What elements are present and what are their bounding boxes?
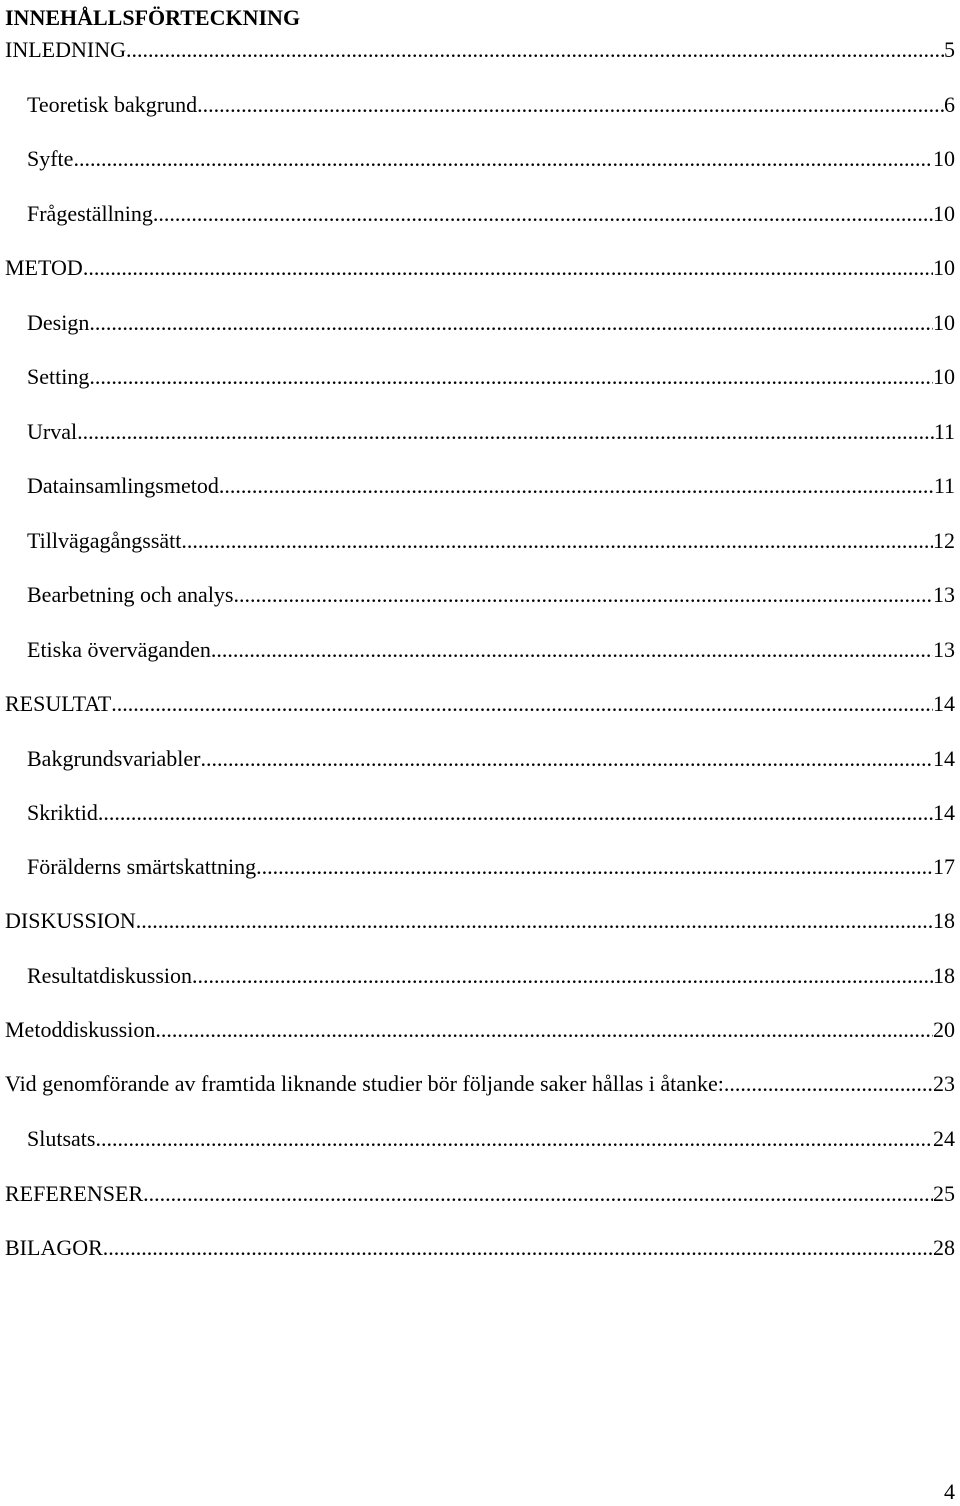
- toc-title: INNEHÅLLSFÖRTECKNING: [5, 5, 301, 30]
- toc-entry-label: Design: [27, 310, 90, 335]
- toc-entry-label: Vid genomförande av framtida liknande studier bör följande saker hållas i åtanke:: [5, 1071, 724, 1096]
- toc-entry-page: 23: [933, 1071, 955, 1096]
- toc-entry-page: 10: [933, 255, 955, 280]
- toc-entry-framtida-studier[interactable]: [5, 1070, 955, 1098]
- toc-entry-label: Teoretisk bakgrund: [27, 92, 198, 117]
- toc-entry-bilagor[interactable]: [5, 1234, 955, 1262]
- toc-entry-label: Etiska överväganden: [27, 637, 211, 662]
- toc-entry-tillvagagangssatt[interactable]: [27, 527, 955, 555]
- toc-entry-fragestallning[interactable]: [27, 200, 955, 228]
- toc-entry-datainsamlingsmetod[interactable]: [27, 472, 955, 500]
- toc-entry-label: Förälderns smärtskattning: [27, 854, 257, 879]
- toc-entry-diskussion[interactable]: [5, 907, 955, 935]
- toc-entry-label: METOD: [5, 255, 83, 280]
- toc-entry-page: 13: [933, 637, 955, 662]
- toc-dot-leader: [126, 36, 944, 64]
- toc-dot-leader: [181, 527, 933, 555]
- toc-entry-label: RESULTAT: [5, 691, 112, 716]
- toc-entry-label: BILAGOR: [5, 1235, 103, 1260]
- toc-entry-label: Setting: [27, 364, 90, 389]
- toc-entry-page: 12: [933, 528, 955, 553]
- toc-entry-urval[interactable]: [27, 418, 955, 446]
- toc-entry-bearbetning-och-analys[interactable]: [27, 581, 955, 609]
- toc-entry-label: Frågeställning: [27, 201, 153, 226]
- toc-entry-design[interactable]: [27, 309, 955, 337]
- toc-dot-leader: [89, 309, 933, 337]
- toc-entry-label: Bearbetning och analys: [27, 582, 234, 607]
- toc-entry-metod[interactable]: [5, 254, 955, 282]
- toc-entry-label: Datainsamlingsmetod: [27, 473, 219, 498]
- toc-entry-inledning[interactable]: [5, 36, 955, 64]
- toc-entry-page: 18: [933, 963, 955, 988]
- toc-entry-page: 13: [933, 582, 955, 607]
- toc-dot-leader: [103, 1234, 933, 1262]
- toc-entry-metoddiskussion[interactable]: [5, 1016, 955, 1044]
- toc-entry-label: Syfte: [27, 146, 74, 171]
- toc-entry-label: Slutsats: [27, 1126, 96, 1151]
- toc-entry-label: Tillvägagångssätt: [27, 528, 182, 553]
- toc-dot-leader: [155, 1016, 933, 1044]
- toc-dot-leader: [73, 145, 933, 173]
- toc-entry-page: 10: [933, 310, 955, 335]
- toc-entry-label: Resultatdiskussion: [27, 963, 193, 988]
- toc-entry-page: 18: [933, 908, 955, 933]
- toc-entry-etiska-overvaganden[interactable]: [27, 636, 955, 664]
- toc-dot-leader: [192, 962, 933, 990]
- toc-entry-page: 11: [933, 473, 955, 498]
- toc-dot-leader: [256, 853, 933, 881]
- toc-entry-slutsats[interactable]: [27, 1125, 955, 1153]
- toc-entry-syfte[interactable]: [27, 145, 955, 173]
- toc-entry-label: Bakgrundsvariabler: [27, 746, 201, 771]
- toc-entry-resultat[interactable]: [5, 690, 955, 718]
- page-number: 4: [944, 1479, 955, 1504]
- toc-dot-leader: [234, 581, 934, 609]
- toc-entry-page: 28: [933, 1235, 955, 1260]
- toc-entry-page: 14: [933, 746, 955, 771]
- toc-dot-leader: [197, 91, 944, 119]
- toc-dot-leader: [201, 745, 934, 773]
- toc-entry-setting[interactable]: [27, 363, 955, 391]
- toc-entry-label: DISKUSSION: [5, 908, 136, 933]
- toc-dot-leader: [219, 472, 934, 500]
- toc-entry-page: 5: [944, 37, 955, 62]
- toc-entry-page: 6: [944, 92, 955, 117]
- toc-dot-leader: [153, 200, 933, 228]
- toc-entry-page: 10: [933, 201, 955, 226]
- toc-dot-leader: [136, 907, 933, 935]
- toc-entry-label: INLEDNING: [5, 37, 126, 62]
- toc-dot-leader: [111, 690, 933, 718]
- toc-entry-page: 10: [933, 146, 955, 171]
- toc-entry-teoretisk-bakgrund[interactable]: [27, 91, 955, 119]
- toc-entry-page: 10: [933, 364, 955, 389]
- toc-entry-label: Metoddiskussion: [5, 1017, 156, 1042]
- toc-dot-leader: [211, 636, 933, 664]
- toc-entry-page: 11: [933, 419, 955, 444]
- toc-entry-label: Urval: [27, 419, 78, 444]
- toc-entry-page: 14: [933, 800, 955, 825]
- toc-entry-bakgrundsvariabler[interactable]: [27, 745, 955, 773]
- toc-entry-page: 14: [933, 691, 955, 716]
- toc-entry-foralderns-smartskattning[interactable]: [27, 853, 955, 881]
- toc-dot-leader: [724, 1070, 933, 1098]
- toc-entry-label: REFERENSER: [5, 1181, 144, 1206]
- toc-entry-page: 24: [933, 1126, 955, 1151]
- toc-entry-resultatdiskussion[interactable]: [27, 962, 955, 990]
- toc-dot-leader: [77, 418, 934, 446]
- toc-entry-label: Skriktid: [27, 800, 98, 825]
- toc-entry-page: 20: [933, 1017, 955, 1042]
- toc-entry-page: 25: [933, 1181, 955, 1206]
- toc-entry-referenser[interactable]: [5, 1180, 955, 1208]
- toc-dot-leader: [89, 363, 933, 391]
- toc-dot-leader: [83, 254, 933, 282]
- toc-entry-skriktid[interactable]: [27, 799, 955, 827]
- toc-entry-page: 17: [933, 854, 955, 879]
- toc-dot-leader: [98, 799, 933, 827]
- toc-dot-leader: [143, 1180, 933, 1208]
- toc-dot-leader: [95, 1125, 933, 1153]
